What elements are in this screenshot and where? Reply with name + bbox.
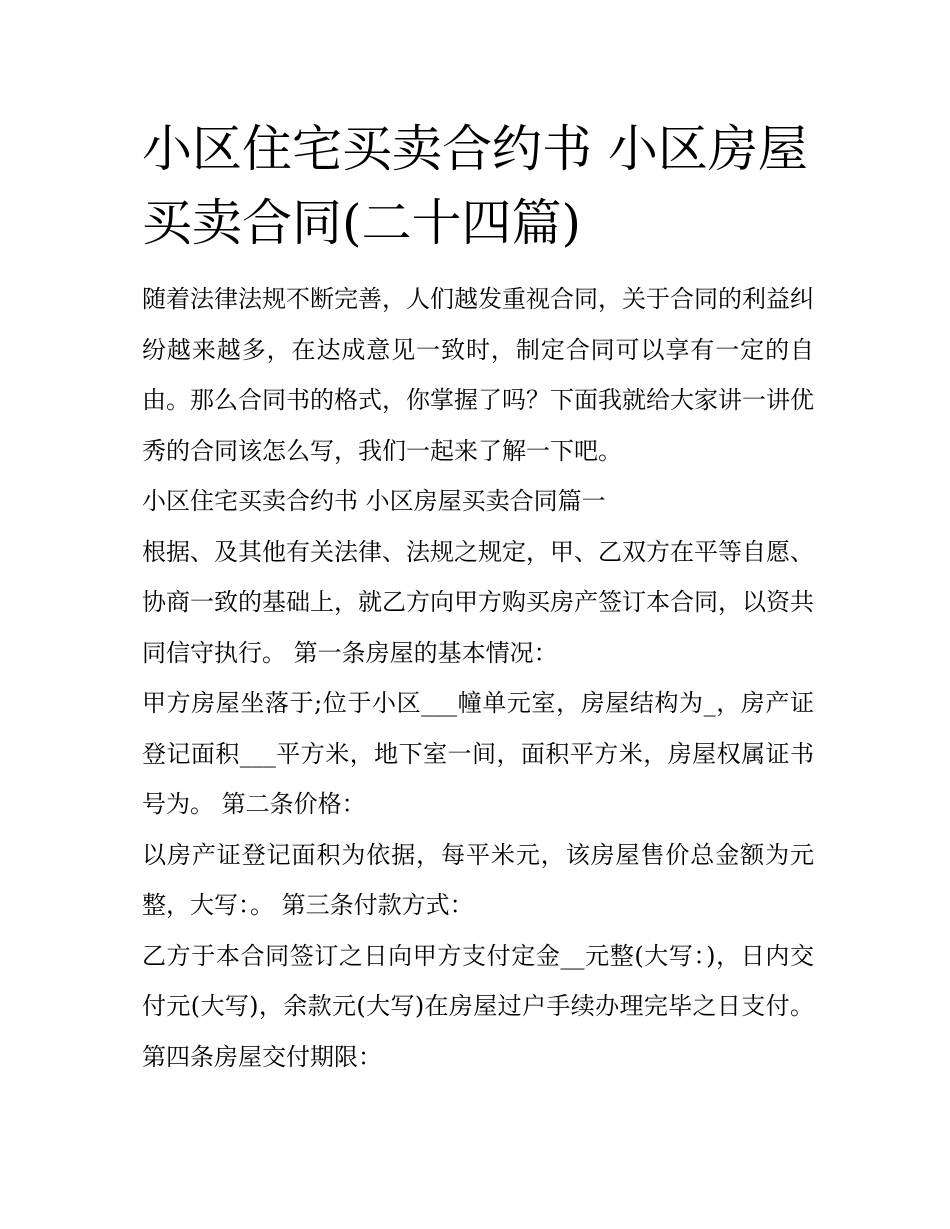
contract-preamble: 根据、及其他有关法律、法规之规定，甲、乙双方在平等自愿、协商一致的基础上，就乙方向甲方购买房产签订本合同，以资共同信守执行。 第一条房屋的基本情况： bbox=[142, 537, 814, 667]
clause-property-info: 甲方房屋坐落于;位于小区___幢单元室，房屋结构为_，房产证登记面积___平方米，地下室一间，面积平方米，房屋权属证书号为。 第二条价格： bbox=[142, 689, 814, 818]
document-title: 小区住宅买卖合约书 小区房屋买卖合同(二十四篇) bbox=[142, 120, 808, 252]
intro-paragraph: 随着法律法规不断完善，人们越发重视合同，关于合同的利益纠纷越来越多，在达成意见一致时，制定合同可以享有一定的自由。那么合同书的格式，你掌握了吗？下面我就给大家讲一讲优秀的合同该怎么写，我们一起来了解一下吧。 bbox=[142, 285, 814, 465]
document-page bbox=[142, 112, 814, 1082]
section-heading: 小区住宅买卖合约书 小区房屋买卖合同篇一 bbox=[142, 487, 606, 515]
clause-payment: 乙方于本合同签订之日向甲方支付定金__元整(大写：)，日内交付元(大写)，余款元(大写)在房屋过户手续办理完毕之日支付。 第四条房屋交付期限： bbox=[142, 941, 814, 1071]
clause-price: 以房产证登记面积为依据，每平米元，该房屋售价总金额为元整，大写：。 第三条付款方式： bbox=[142, 840, 814, 919]
